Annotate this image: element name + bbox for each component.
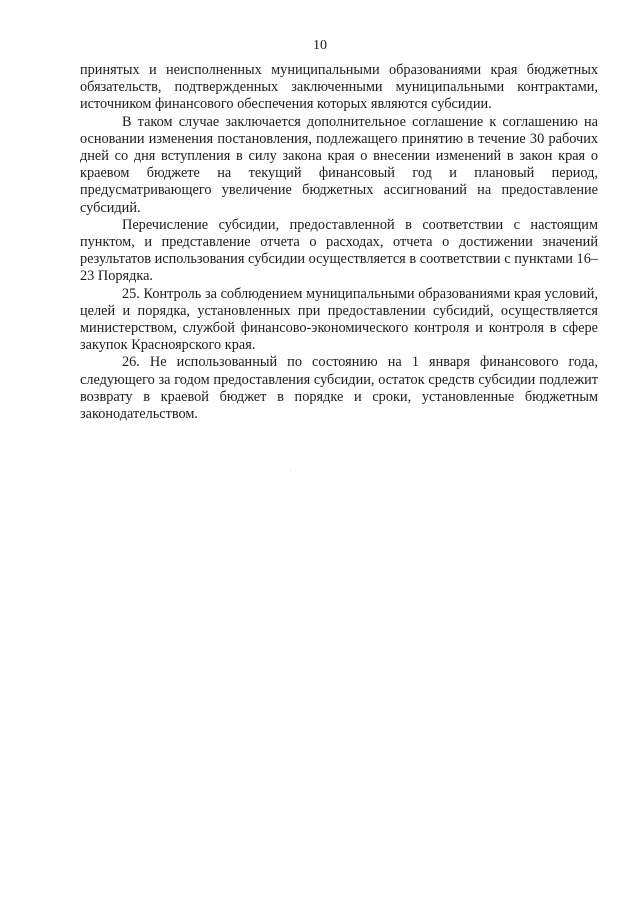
scan-speck [290, 470, 291, 471]
page-number: 10 [313, 38, 327, 53]
paragraph-item-25: 25. Контроль за соблюдением муниципальными образованиями края условий, целей и порядка, установленных при предоставлении субсидий, осуществляется министерством, службой финансово-экономического контроля и контроля в сфере закупок Красноярского края. [80, 285, 598, 354]
document-body [80, 62, 598, 423]
paragraph-continuation: принятых и неисполненных муниципальными образованиями края бюджетных обязательств, подтвержденных заключенными муниципальными контрактами, источником финансового обеспечения которых являются субсидии. [80, 62, 598, 113]
paragraph-item-26: 26. Не использованный по состоянию на 1 января финансового года, следующего за годом предоставления субсидии, остаток средств субсидии подлежит возврату в краевой бюджет в порядке и сроки, установленные бюджетным законодательством. [80, 354, 598, 423]
paragraph-additional-agreement: В таком случае заключается дополнительное соглашение к соглашению на основании изменения постановления, подлежащего принятию в течение 30 рабочих дней со дня вступления в силу закона края о внесении изменений в закон края о краевом бюджете на текущий финансовый год и плановый период, предусматривающего увеличение бюджетных ассигнований на предоставление субсидий. [80, 113, 598, 216]
paragraph-transfer-and-report: Перечисление субсидии, предоставленной в соответствии с настоящим пунктом, и представление отчета о расходах, отчета о достижении значений результатов использования субсидии осуществляется в соответствии с пунктами 16–23 Порядка. [80, 216, 598, 285]
